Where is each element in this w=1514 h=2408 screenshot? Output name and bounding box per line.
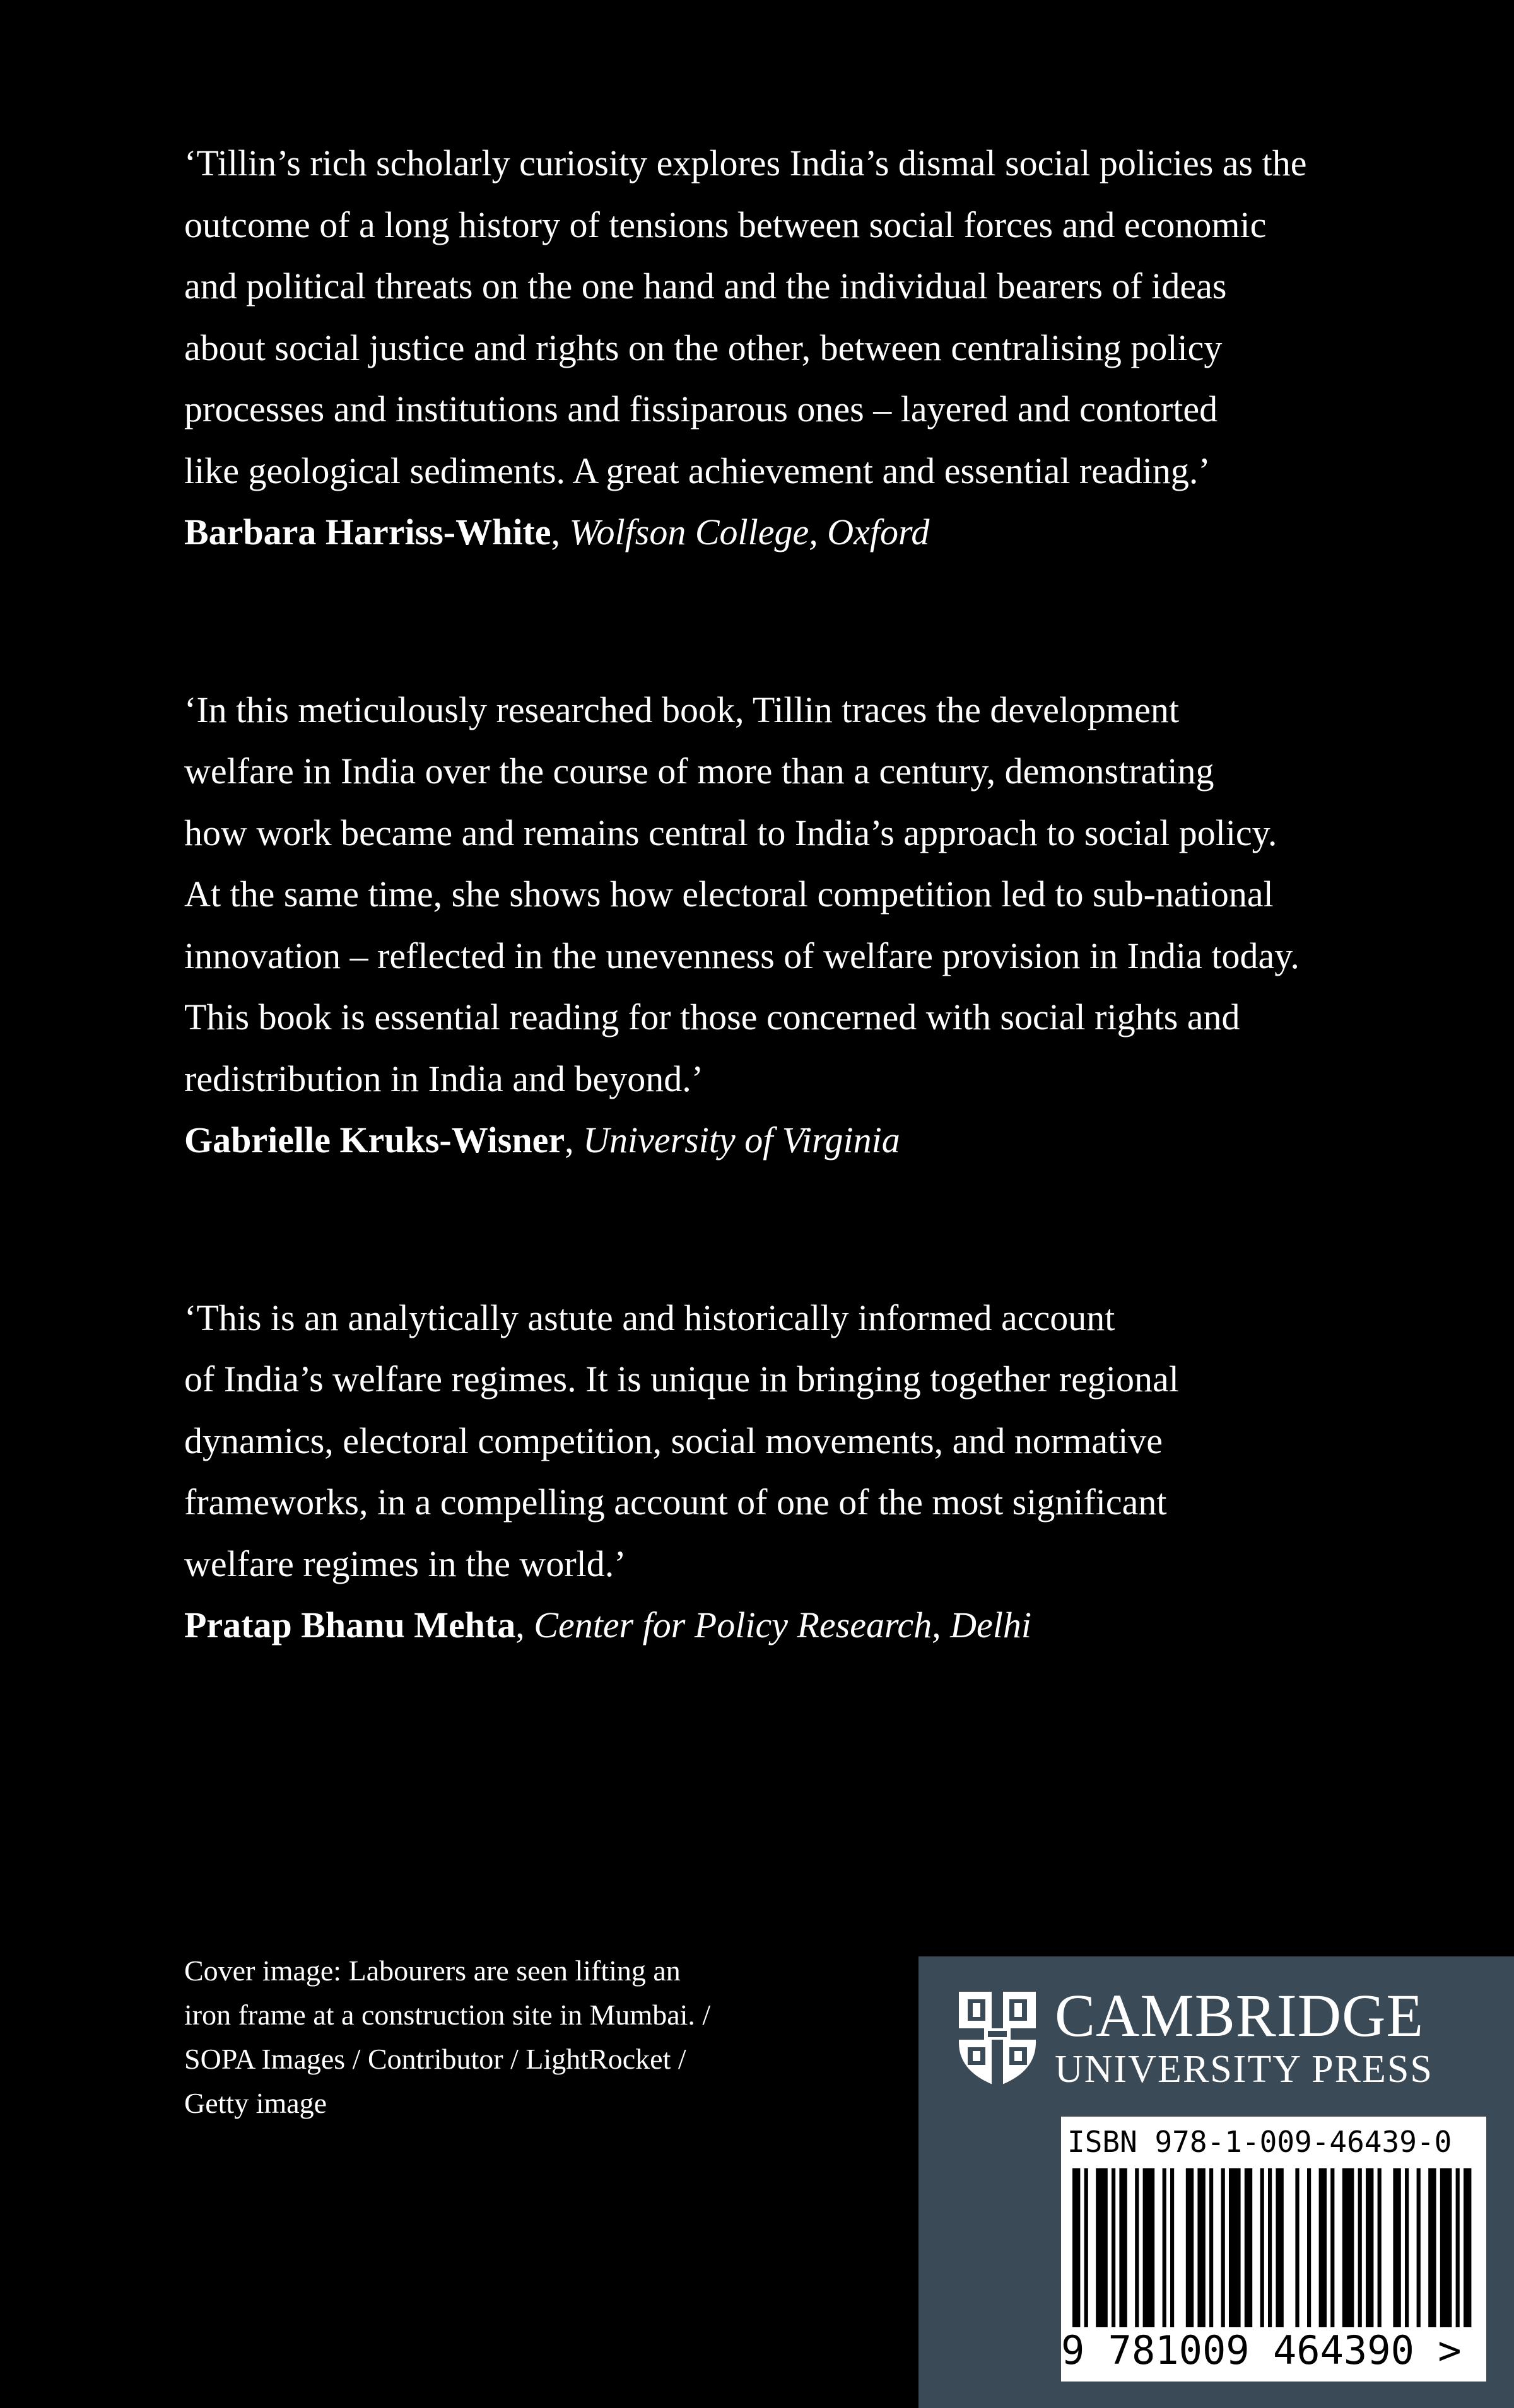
barcode-bar	[1245, 2168, 1252, 2327]
quote-line: redistribution in India and beyond.’	[184, 1058, 704, 1099]
isbn-label: ISBN 978-1-009-46439-0	[1067, 2125, 1452, 2159]
endorser-affiliation: Wolfson College, Oxford	[569, 511, 930, 552]
quote-line: frameworks, in a compelling account of one of the most significant	[184, 1482, 1167, 1523]
endorser-name: Barbara Harriss-White	[184, 511, 551, 552]
barcode-bar	[1072, 2168, 1080, 2327]
barcode-bar	[1163, 2168, 1166, 2327]
endorsement-text	[184, 132, 1402, 501]
quote-line: processes and institutions and fissiparous ones – layered and contorted	[184, 389, 1218, 430]
credit-line: Cover image: Labourers are seen lifting an	[184, 1955, 681, 1987]
quote-line: outcome of a long history of tensions between social forces and economic	[184, 204, 1267, 245]
barcode-bar	[1405, 2168, 1409, 2327]
barcode-bar	[1393, 2168, 1400, 2327]
quote-line: At the same time, she shows how electoral competition led to sub-national	[184, 874, 1274, 915]
barcode-bar	[1417, 2168, 1421, 2327]
quote-line: of India’s welfare regimes. It is unique in bringing together regional	[184, 1359, 1179, 1400]
credit-line: Getty image	[184, 2087, 327, 2119]
barcode-bar	[1268, 2168, 1272, 2327]
quote-line: ‘In this meticulously researched book, Tillin traces the development	[184, 689, 1179, 730]
quote-line: about social justice and rights on the other, between centralising policy	[184, 327, 1223, 368]
endorsement-attribution: Pratap Bhanu Mehta, Center for Policy Research, Delhi	[184, 1604, 1031, 1645]
publisher-logo	[956, 1982, 1433, 2093]
barcode-bars	[1067, 2168, 1480, 2327]
publisher-name	[1055, 1982, 1433, 2093]
endorser-name: Gabrielle Kruks-Wisner	[184, 1119, 565, 1160]
quote-line: ‘This is an analytically astute and historically informed account	[184, 1297, 1115, 1338]
barcode-bar	[1464, 2168, 1471, 2327]
endorser-affiliation: University of Virginia	[583, 1119, 900, 1160]
barcode-bar	[1366, 2168, 1373, 2327]
endorsement-attribution: Barbara Harriss-White, Wolfson College, Oxford	[184, 511, 930, 552]
quote-line: ‘Tillin’s rich scholarly curiosity explores India’s dismal social policies as the	[184, 143, 1307, 184]
cambridge-shield-icon	[956, 1989, 1038, 2089]
barcode-bar	[1276, 2168, 1283, 2327]
endorsement-3	[184, 1287, 1402, 1656]
isbn-barcode	[1061, 2117, 1486, 2382]
barcode-bar	[1330, 2168, 1334, 2327]
publisher-name-line1: CAMBRIDGE	[1055, 1982, 1424, 2049]
barcode-bar	[1319, 2168, 1327, 2327]
quote-line: like geological sediments. A great achievement and essential reading.’	[184, 450, 1211, 491]
barcode-bar	[1197, 2168, 1205, 2327]
barcode-bar	[1229, 2168, 1241, 2327]
barcode-bar	[1084, 2168, 1088, 2327]
endorsement-2	[184, 679, 1402, 1171]
barcode-bar	[1440, 2168, 1452, 2327]
quote-line: dynamics, electoral competition, social movements, and normative	[184, 1420, 1163, 1461]
barcode-bar	[1456, 2168, 1460, 2327]
endorser-name: Pratap Bhanu Mehta	[184, 1604, 516, 1645]
barcode-bar	[1186, 2168, 1194, 2327]
quote-line: This book is essential reading for those concerned with social rights and	[184, 997, 1240, 1037]
quote-line: how work became and remains central to India’s approach to social policy.	[184, 812, 1277, 853]
endorser-affiliation: Center for Policy Research, Delhi	[534, 1604, 1031, 1645]
endorsement-text	[184, 1287, 1402, 1595]
barcode-bar	[1378, 2168, 1382, 2327]
barcode-bar	[1143, 2168, 1155, 2327]
barcode-bar	[1170, 2168, 1174, 2327]
publisher-name-line2: UNIVERSITY PRESS	[1055, 2048, 1433, 2091]
cover-image-credit	[184, 1949, 790, 2125]
quote-line: and political threats on the one hand and the individual bearers of ideas	[184, 266, 1227, 307]
barcode-bar	[1209, 2168, 1213, 2327]
credit-line: iron frame at a construction site in Mumbai. /	[184, 1999, 711, 2031]
barcode-bar	[1342, 2168, 1354, 2327]
barcode-bar	[1428, 2168, 1436, 2327]
barcode-bar	[1096, 2168, 1108, 2327]
barcode-bar	[1295, 2168, 1299, 2327]
barcode-bar	[1221, 2168, 1225, 2327]
quote-line: welfare in India over the course of more than a century, demonstrating	[184, 751, 1214, 792]
publisher-panel	[918, 1956, 1514, 2408]
credit-line: SOPA Images / Contributor / LightRocket /	[184, 2043, 686, 2075]
endorsement-attribution: Gabrielle Kruks-Wisner, University of Virginia	[184, 1119, 900, 1160]
barcode-bar	[1135, 2168, 1139, 2327]
endorsements	[184, 132, 1402, 1772]
endorsement-1	[184, 132, 1402, 563]
barcode-bar	[1260, 2168, 1264, 2327]
barcode-bar	[1358, 2168, 1362, 2327]
quote-line: welfare regimes in the world.’	[184, 1543, 626, 1584]
barcode-bar	[1307, 2168, 1311, 2327]
barcode-digits: 9 781009 464390 >	[1061, 2327, 1462, 2373]
barcode-bar	[1112, 2168, 1115, 2327]
quote-line: innovation – reflected in the unevenness of welfare provision in India today.	[184, 935, 1300, 976]
barcode-bar	[1119, 2168, 1127, 2327]
endorsement-text	[184, 679, 1402, 1110]
